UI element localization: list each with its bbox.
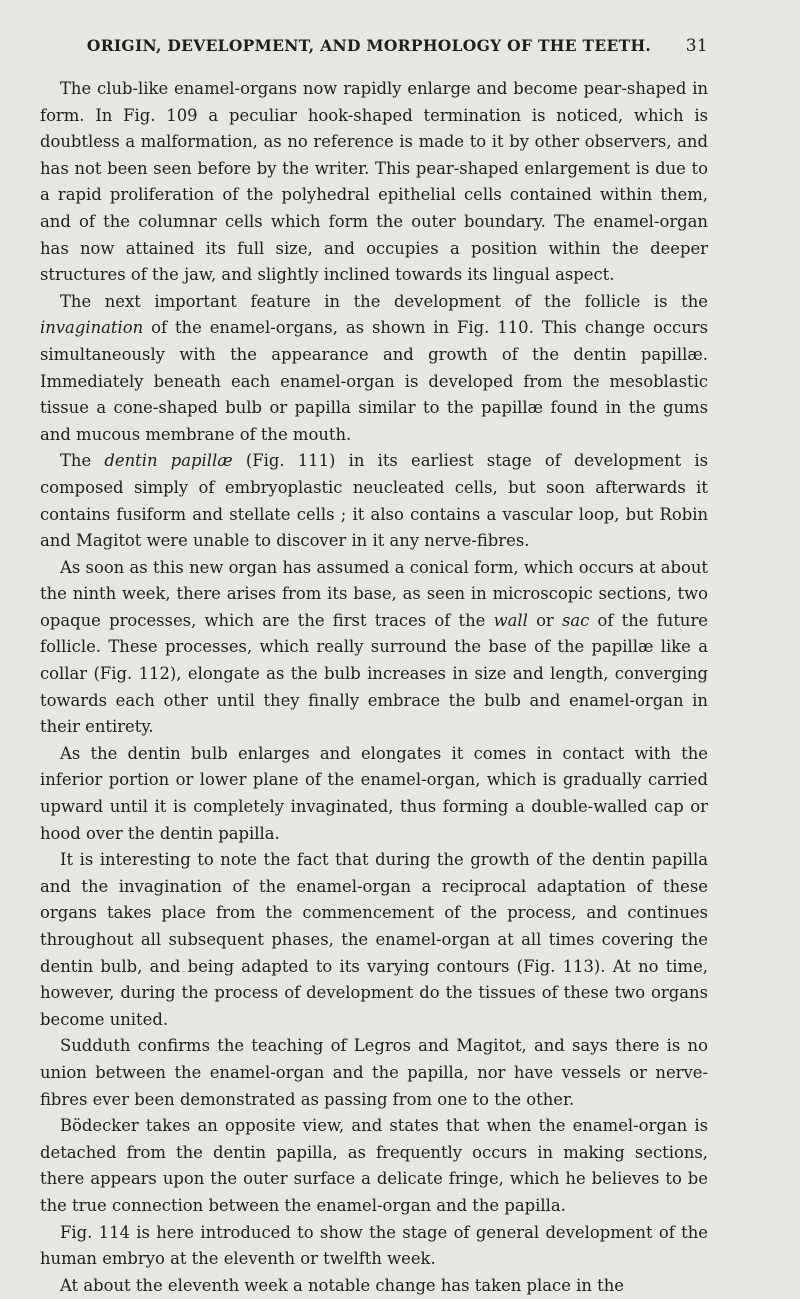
paragraph	[40, 741, 708, 847]
italic-term: dentin papillæ	[104, 451, 233, 471]
page-number: 31	[685, 36, 708, 56]
text-run: At about the eleventh week a notable change has taken place in the	[60, 1275, 624, 1295]
paragraph	[40, 1033, 708, 1113]
text-run: The next important feature in the development of the follicle is the	[60, 291, 708, 311]
paragraph	[40, 847, 708, 1033]
italic-term: invagination	[40, 318, 144, 338]
paragraph	[40, 289, 708, 449]
text-run: Bödecker takes an opposite view, and states that when the enamel-organ is detached from the dentin papilla, as frequently occurs in making sections, there appears upon the outer surface a delicate fringe, which he believes to be the true connection between the enamel-organ and the papilla.	[40, 1116, 708, 1215]
text-run: As soon as this new organ has assumed a conical form, which occurs at about the ninth week, there arises from its base, as seen in microscopic sections, two opaque processes, which are the first traces of the	[40, 557, 708, 630]
text-run: It is interesting to note the fact that during the growth of the dentin papilla and the invagination of the enamel-organ a reciprocal adaptation of these organs takes place from the commencement of the process, and continues throughout all subsequent phases, the enamel-organ at all times covering the dentin bulb, and being adapted to its varying contours (Fig. 113). At no time, however, during the process of development do the tissues of these two organs become united.	[40, 850, 708, 1029]
body-text	[40, 76, 708, 1299]
text-run: Fig. 114 is here introduced to show the stage of general development of the human embryo at the eleventh or twelfth week.	[40, 1222, 708, 1269]
paragraph	[40, 76, 708, 289]
text-run: As the dentin bulb enlarges and elongates it comes in contact with the inferior portion or lower plane of the enamel-organ, which is gradually carried upward until it is completely invaginated, thus forming a double-walled cap or hood over the dentin papilla.	[40, 743, 708, 843]
paragraph	[40, 1273, 708, 1299]
text-run: of the future follicle. These processes, which really surround the base of the papillæ like a collar (Fig. 112), elongate as the bulb increases in size and length, converging towards each other until they finally embrace the bulb and enamel-organ in their entirety.	[40, 610, 708, 737]
running-header	[40, 36, 708, 62]
paragraph	[40, 1220, 708, 1273]
text-run: Sudduth confirms the teaching of Legros and Magitot, and says there is no union between the enamel-organ and the papilla, nor have vessels or nerve-fibres ever been demonstrated as passing from one to the other.	[40, 1036, 708, 1109]
text-run: The club-like enamel-organs now rapidly enlarge and become pear-shaped in form. In Fig. 109 a peculiar hook-shaped termination is noticed, which is doubtless a malformation, as no reference is made to it by other observers, and has not been seen before by the writer. This pear-shaped enlargement is due to a rapid proliferation of the polyhedral epithelial cells contained within them, and of the columnar cells which form the outer boundary. The enamel-organ has now attained its full size, and occupies a position within the deeper structures of the jaw, and slightly inclined towards its lingual aspect.	[40, 79, 708, 285]
italic-term: wall	[493, 610, 528, 630]
text-run: (Fig. 111) in its earliest stage of development is composed simply of embryoplastic neucleated cells, but soon afterwards it contains fusiform and stellate cells ; it also contains a vascular loop, but Robin and Magitot were unable to discover in it any nerve-fibres.	[40, 451, 709, 551]
text-run: or	[527, 610, 562, 630]
paragraph	[40, 1113, 708, 1219]
paragraph	[40, 448, 708, 554]
text-run: of the enamel-organs, as shown in Fig. 110. This change occurs simultaneously with the appearance and growth of the dentin papillæ. Immediately beneath each enamel-organ is developed from the mesoblastic tissue a cone-shaped bulb or papilla similar to the papillæ found in the gums and mucous membrane of the mouth.	[40, 318, 708, 444]
text-run: The	[60, 451, 105, 471]
italic-term: sac	[561, 610, 590, 630]
paragraph	[40, 555, 708, 741]
running-title: ORIGIN, DEVELOPMENT, AND MORPHOLOGY OF THE TEETH.	[86, 36, 652, 55]
